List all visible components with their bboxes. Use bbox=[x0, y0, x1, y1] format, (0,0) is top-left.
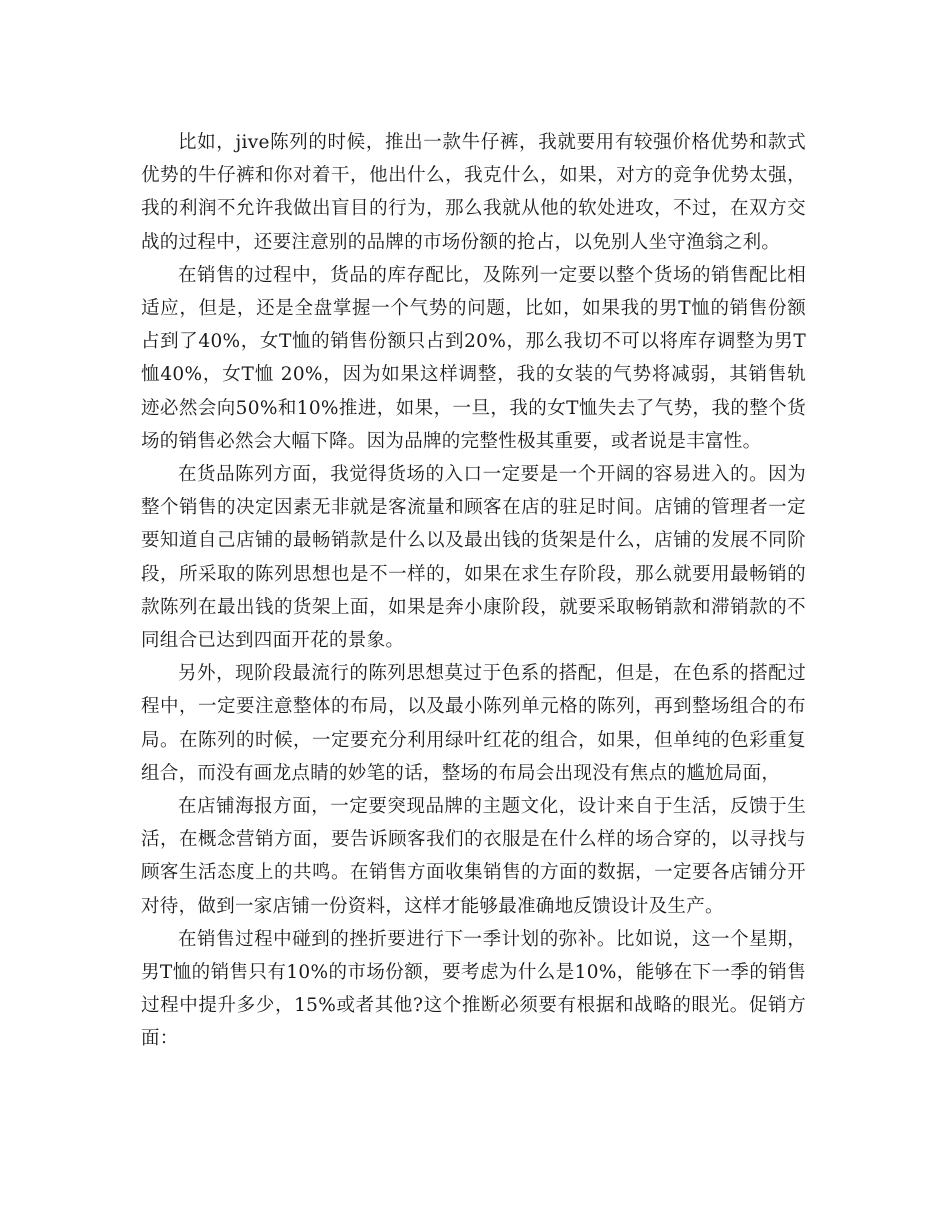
paragraph: 在销售过程中碰到的挫折要进行下一季计划的弥补。比如说，这一个星期，男T恤的销售只有10%的市场份额，要考虑为什么是10%，能够在下一季的销售过程中提升多少，15%或者其他?这个推断必须要有根据和战略的眼光。促销方面： bbox=[141, 928, 806, 1050]
paragraph: 在销售的过程中，货品的库存配比，及陈列一定要以整个货场的销售配比相适应，但是，还是全盘掌握一个气势的问题，比如，如果我的男T恤的销售份额占到了40%，女T恤的销售份额只占到20%，那么我切不可以将库存调整为男T恤40%，女T恤 20%，因为如果这样调整，我的女装的气势将减弱，其销售轨迹必然会向50%和10%推进，如果，一旦，我的女T恤失去了气势，我的整个货场的销售必然会大幅下降。因为品牌的完整性极其重要，或者说是丰富性。 bbox=[141, 264, 806, 452]
paragraph: 在货品陈列方面，我觉得货场的入口一定要是一个开阔的容易进入的。因为整个销售的决定因素无非就是客流量和顾客在店的驻足时间。店铺的管理者一定要知道自己店铺的最畅销款是什么以及最出钱的货架是什么，店铺的发展不同阶段，所采取的陈列思想也是不一样的，如果在求生存阶段，那么就要用最畅销的款陈列在最出钱的货架上面，如果是奔小康阶段，就要采取畅销款和滞销款的不同组合已达到四面开花的景象。 bbox=[141, 464, 806, 652]
document-body bbox=[141, 126, 806, 1056]
paragraph: 在店铺海报方面，一定要突现品牌的主题文化，设计来自于生活，反馈于生活，在概念营销方面，要告诉顾客我们的衣服是在什么样的场合穿的，以寻找与顾客生活态度上的共鸣。在销售方面收集销售的方面的数据，一定要各店铺分开对待，做到一家店铺一份资料，这样才能够最准确地反馈设计及生产。 bbox=[141, 796, 806, 917]
paragraph: 比如，jive陈列的时候，推出一款牛仔裤，我就要用有较强价格优势和款式优势的牛仔裤和你对着干，他出什么，我克什么，如果，对方的竞争优势太强，我的利润不允许我做出盲目的行为，那么我就从他的软处进攻，不过，在双方交战的过程中，还要注意别的品牌的市场份额的抢占，以免别人坐守渔翁之利。 bbox=[141, 132, 806, 253]
paragraph: 另外，现阶段最流行的陈列思想莫过于色系的搭配，但是，在色系的搭配过程中，一定要注意整体的布局，以及最小陈列单元格的陈列，再到整场组合的布局。在陈列的时候，一定要充分利用绿叶红花的组合，如果，但单纯的色彩重复组合，而没有画龙点睛的妙笔的话，整场的布局会出现没有焦点的尴尬局面， bbox=[141, 663, 806, 784]
